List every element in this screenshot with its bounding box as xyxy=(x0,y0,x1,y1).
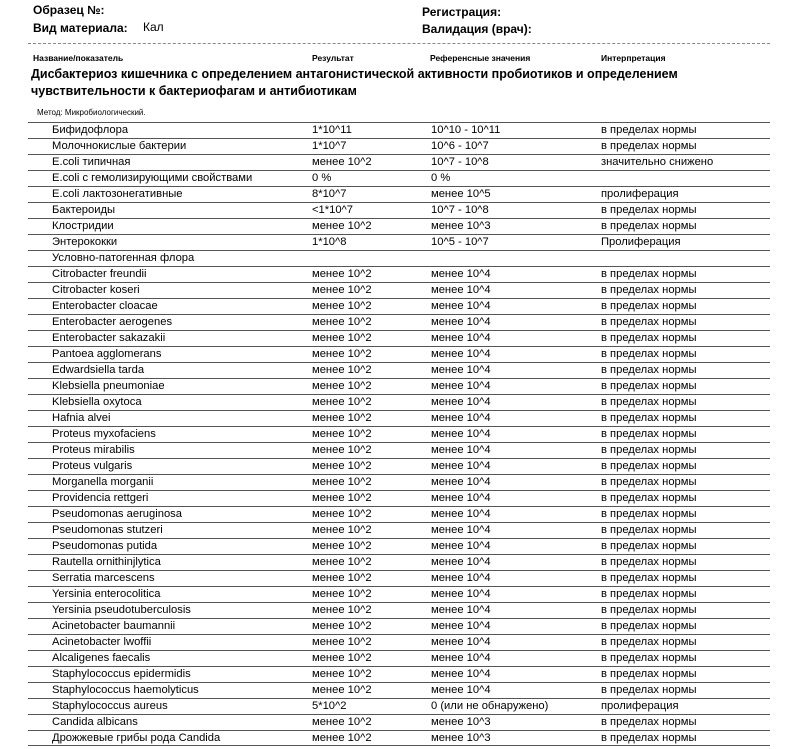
cell-name: Staphylococcus aureus xyxy=(52,700,168,712)
cell-interpretation: в пределах нормы xyxy=(601,492,697,504)
cell-result: менее 10^2 xyxy=(312,716,372,728)
cell-name: Serratia marcescens xyxy=(52,572,155,584)
column-header-name: Название/показатель xyxy=(33,53,124,63)
cell-reference: менее 10^4 xyxy=(431,588,491,600)
cell-result: менее 10^2 xyxy=(312,284,372,296)
table-row xyxy=(28,234,770,250)
cell-reference: менее 10^4 xyxy=(431,604,491,616)
table-row xyxy=(28,138,770,154)
cell-result: менее 10^2 xyxy=(312,268,372,280)
cell-name: Enterobacter cloacae xyxy=(52,300,158,312)
cell-interpretation: в пределах нормы xyxy=(601,220,697,232)
cell-reference: менее 10^4 xyxy=(431,556,491,568)
cell-result: менее 10^2 xyxy=(312,476,372,488)
cell-name: Acinetobacter baumannii xyxy=(52,620,176,632)
table-row xyxy=(28,458,770,474)
cell-result: 1*10^7 xyxy=(312,140,347,152)
table-row xyxy=(28,122,770,138)
cell-result: менее 10^2 xyxy=(312,412,372,424)
table-row xyxy=(28,554,770,570)
cell-name: Proteus myxofaciens xyxy=(52,428,156,440)
cell-reference: менее 10^4 xyxy=(431,284,491,296)
cell-result: менее 10^2 xyxy=(312,220,372,232)
cell-result: менее 10^2 xyxy=(312,620,372,632)
column-header-result: Результат xyxy=(312,53,354,63)
cell-reference: менее 10^3 xyxy=(431,732,491,744)
cell-result: менее 10^2 xyxy=(312,540,372,552)
cell-name: Yersinia pseudotuberculosis xyxy=(52,604,191,616)
cell-reference: менее 10^4 xyxy=(431,652,491,664)
cell-name: Citrobacter freundii xyxy=(52,268,147,280)
table-row xyxy=(28,698,770,714)
table-row xyxy=(28,266,770,282)
cell-name: Edwardsiella tarda xyxy=(52,364,145,376)
cell-name: Klebsiella pneumoniae xyxy=(52,380,165,392)
table-row xyxy=(28,250,770,266)
cell-result: менее 10^2 xyxy=(312,332,372,344)
cell-result: менее 10^2 xyxy=(312,524,372,536)
cell-reference: 10^5 - 10^7 xyxy=(431,236,489,248)
material-label: Вид материала: xyxy=(33,21,128,35)
table-row xyxy=(28,602,770,618)
cell-reference: менее 10^4 xyxy=(431,348,491,360)
cell-reference: 10^6 - 10^7 xyxy=(431,140,489,152)
cell-interpretation: в пределах нормы xyxy=(601,716,697,728)
table-row xyxy=(28,570,770,586)
cell-result: <1*10^7 xyxy=(312,204,354,216)
table-row xyxy=(28,586,770,602)
cell-reference: менее 10^4 xyxy=(431,620,491,632)
cell-name: Enterobacter sakazakii xyxy=(52,332,166,344)
header-divider xyxy=(28,43,770,44)
cell-reference: менее 10^4 xyxy=(431,428,491,440)
cell-interpretation: пролиферация xyxy=(601,700,679,712)
cell-name: Rautella ornithinjlytica xyxy=(52,556,161,568)
cell-reference: менее 10^4 xyxy=(431,540,491,552)
table-row xyxy=(28,202,770,218)
cell-interpretation: в пределах нормы xyxy=(601,588,697,600)
table-row xyxy=(28,714,770,730)
cell-name: E.coli типичная xyxy=(52,156,131,168)
cell-reference: менее 10^4 xyxy=(431,572,491,584)
table-row xyxy=(28,170,770,186)
cell-interpretation: в пределах нормы xyxy=(601,348,697,360)
cell-interpretation: в пределах нормы xyxy=(601,556,697,568)
cell-name: Yersinia enterocolitica xyxy=(52,588,161,600)
method-note: Метод: Микробиологический. xyxy=(37,108,146,117)
cell-interpretation: в пределах нормы xyxy=(601,380,697,392)
cell-interpretation: в пределах нормы xyxy=(601,732,697,744)
cell-result: менее 10^2 xyxy=(312,508,372,520)
cell-name: Morganella morganii xyxy=(52,476,154,488)
column-header-reference: Референсные значения xyxy=(430,53,531,63)
cell-interpretation: в пределах нормы xyxy=(601,444,697,456)
table-row xyxy=(28,410,770,426)
cell-reference: менее 10^4 xyxy=(431,316,491,328)
cell-name: Alcaligenes faecalis xyxy=(52,652,151,664)
cell-interpretation: в пределах нормы xyxy=(601,412,697,424)
cell-result: менее 10^2 xyxy=(312,668,372,680)
table-row xyxy=(28,634,770,650)
sample-label: Образец №: xyxy=(33,3,105,17)
cell-interpretation: в пределах нормы xyxy=(601,620,697,632)
material-value: Кал xyxy=(143,20,164,34)
cell-result: 5*10^2 xyxy=(312,700,347,712)
table-row xyxy=(28,730,770,746)
cell-name: Pantoea agglomerans xyxy=(52,348,162,360)
table-row xyxy=(28,282,770,298)
cell-interpretation: в пределах нормы xyxy=(601,396,697,408)
cell-reference: менее 10^5 xyxy=(431,188,491,200)
cell-result: менее 10^2 xyxy=(312,156,372,168)
cell-name: Pseudomonas aeruginosa xyxy=(52,508,182,520)
cell-result: менее 10^2 xyxy=(312,396,372,408)
cell-result: менее 10^2 xyxy=(312,556,372,568)
cell-interpretation: в пределах нормы xyxy=(601,428,697,440)
cell-name: Условно-патогенная флора xyxy=(52,252,195,264)
table-row xyxy=(28,506,770,522)
test-title: Дисбактериоз кишечника с определением антагонистической активности пробиотиков и определением чувствительности к бактериофагам и антибиотикам xyxy=(31,67,678,98)
cell-result: 8*10^7 xyxy=(312,188,347,200)
cell-name: Hafnia alvei xyxy=(52,412,111,424)
cell-name: Enterobacter aerogenes xyxy=(52,316,173,328)
registration-label: Регистрация: xyxy=(422,5,502,19)
cell-reference: менее 10^4 xyxy=(431,636,491,648)
table-row xyxy=(28,490,770,506)
cell-name: Candida albicans xyxy=(52,716,138,728)
cell-reference: 10^7 - 10^8 xyxy=(431,156,489,168)
cell-interpretation: в пределах нормы xyxy=(601,140,697,152)
cell-name: Klebsiella oxytoca xyxy=(52,396,142,408)
cell-result: менее 10^2 xyxy=(312,604,372,616)
cell-reference: 10^10 - 10^11 xyxy=(431,124,501,136)
cell-result: менее 10^2 xyxy=(312,300,372,312)
cell-reference: менее 10^4 xyxy=(431,412,491,424)
table-row xyxy=(28,442,770,458)
cell-reference: менее 10^4 xyxy=(431,444,491,456)
cell-interpretation: Пролиферация xyxy=(601,236,681,248)
cell-reference: менее 10^4 xyxy=(431,332,491,344)
cell-reference: менее 10^4 xyxy=(431,508,491,520)
cell-reference: 10^7 - 10^8 xyxy=(431,204,489,216)
cell-reference: менее 10^4 xyxy=(431,460,491,472)
cell-interpretation: в пределах нормы xyxy=(601,364,697,376)
cell-name: Pseudomonas putida xyxy=(52,540,158,552)
cell-interpretation: в пределах нормы xyxy=(601,524,697,536)
cell-name: Citrobacter koseri xyxy=(52,284,140,296)
cell-result: менее 10^2 xyxy=(312,380,372,392)
cell-reference: менее 10^4 xyxy=(431,268,491,280)
cell-name: Acinetobacter lwoffii xyxy=(52,636,152,648)
cell-reference: менее 10^4 xyxy=(431,396,491,408)
cell-reference: менее 10^4 xyxy=(431,300,491,312)
validation-label: Валидация (врач): xyxy=(422,22,532,36)
cell-result: менее 10^2 xyxy=(312,364,372,376)
cell-interpretation: в пределах нормы xyxy=(601,268,697,280)
cell-interpretation: в пределах нормы xyxy=(601,572,697,584)
cell-result: менее 10^2 xyxy=(312,348,372,360)
cell-interpretation: в пределах нормы xyxy=(601,476,697,488)
cell-result: менее 10^2 xyxy=(312,588,372,600)
cell-name: Staphylococcus epidermidis xyxy=(52,668,191,680)
table-row xyxy=(28,682,770,698)
cell-interpretation: в пределах нормы xyxy=(601,460,697,472)
cell-name: Бифидофлора xyxy=(52,124,129,136)
table-row xyxy=(28,314,770,330)
cell-result: 1*10^8 xyxy=(312,236,347,248)
table-row xyxy=(28,426,770,442)
cell-name: Бактероиды xyxy=(52,204,116,216)
cell-reference: менее 10^3 xyxy=(431,220,491,232)
cell-name: Pseudomonas stutzeri xyxy=(52,524,163,536)
cell-interpretation: в пределах нормы xyxy=(601,540,697,552)
cell-result: 0 % xyxy=(312,172,332,184)
cell-interpretation: в пределах нормы xyxy=(601,124,697,136)
cell-reference: менее 10^3 xyxy=(431,716,491,728)
cell-reference: менее 10^4 xyxy=(431,380,491,392)
cell-name: Staphylococcus haemolyticus xyxy=(52,684,199,696)
table-row xyxy=(28,218,770,234)
cell-reference: менее 10^4 xyxy=(431,684,491,696)
table-row xyxy=(28,362,770,378)
cell-interpretation: в пределах нормы xyxy=(601,332,697,344)
cell-result: 1*10^11 xyxy=(312,124,352,136)
table-row xyxy=(28,618,770,634)
cell-interpretation: пролиферация xyxy=(601,188,679,200)
cell-interpretation: в пределах нормы xyxy=(601,300,697,312)
table-row xyxy=(28,330,770,346)
table-row xyxy=(28,298,770,314)
table-row xyxy=(28,474,770,490)
cell-name: Дрожжевые грибы рода Candida xyxy=(52,732,221,744)
cell-result: менее 10^2 xyxy=(312,684,372,696)
table-row xyxy=(28,650,770,666)
cell-reference: менее 10^4 xyxy=(431,668,491,680)
cell-name: Молочнокислые бактерии xyxy=(52,140,187,152)
cell-result: менее 10^2 xyxy=(312,444,372,456)
cell-reference: 0 (или не обнаружено) xyxy=(431,700,549,712)
table-row xyxy=(28,378,770,394)
cell-interpretation: в пределах нормы xyxy=(601,636,697,648)
table-row xyxy=(28,666,770,682)
cell-interpretation: в пределах нормы xyxy=(601,284,697,296)
cell-result: менее 10^2 xyxy=(312,492,372,504)
table-row xyxy=(28,346,770,362)
cell-interpretation: в пределах нормы xyxy=(601,204,697,216)
cell-result: менее 10^2 xyxy=(312,572,372,584)
cell-result: менее 10^2 xyxy=(312,652,372,664)
cell-reference: 0 % xyxy=(431,172,451,184)
cell-name: Proteus vulgaris xyxy=(52,460,133,472)
table-row xyxy=(28,394,770,410)
cell-name: Proteus mirabilis xyxy=(52,444,135,456)
cell-result: менее 10^2 xyxy=(312,636,372,648)
cell-name: E.coli лактозонегативные xyxy=(52,188,183,200)
cell-result: менее 10^2 xyxy=(312,460,372,472)
cell-interpretation: в пределах нормы xyxy=(601,508,697,520)
cell-reference: менее 10^4 xyxy=(431,524,491,536)
cell-name: Энтерококки xyxy=(52,236,118,248)
cell-interpretation: в пределах нормы xyxy=(601,652,697,664)
cell-reference: менее 10^4 xyxy=(431,476,491,488)
cell-reference: менее 10^4 xyxy=(431,492,491,504)
cell-interpretation: в пределах нормы xyxy=(601,604,697,616)
cell-name: E.coli с гемолизирующими свойствами xyxy=(52,172,253,184)
cell-result: менее 10^2 xyxy=(312,732,372,744)
cell-interpretation: в пределах нормы xyxy=(601,316,697,328)
table-row xyxy=(28,538,770,554)
cell-interpretation: в пределах нормы xyxy=(601,668,697,680)
cell-result: менее 10^2 xyxy=(312,316,372,328)
results-table xyxy=(28,122,770,746)
table-row xyxy=(28,154,770,170)
cell-name: Клостридии xyxy=(52,220,114,232)
table-row xyxy=(28,186,770,202)
cell-result: менее 10^2 xyxy=(312,428,372,440)
cell-interpretation: значительно снижено xyxy=(601,156,714,168)
column-header-interpretation: Интерпретация xyxy=(601,53,666,63)
cell-interpretation: в пределах нормы xyxy=(601,684,697,696)
table-row xyxy=(28,522,770,538)
cell-name: Providencia rettgeri xyxy=(52,492,149,504)
cell-reference: менее 10^4 xyxy=(431,364,491,376)
